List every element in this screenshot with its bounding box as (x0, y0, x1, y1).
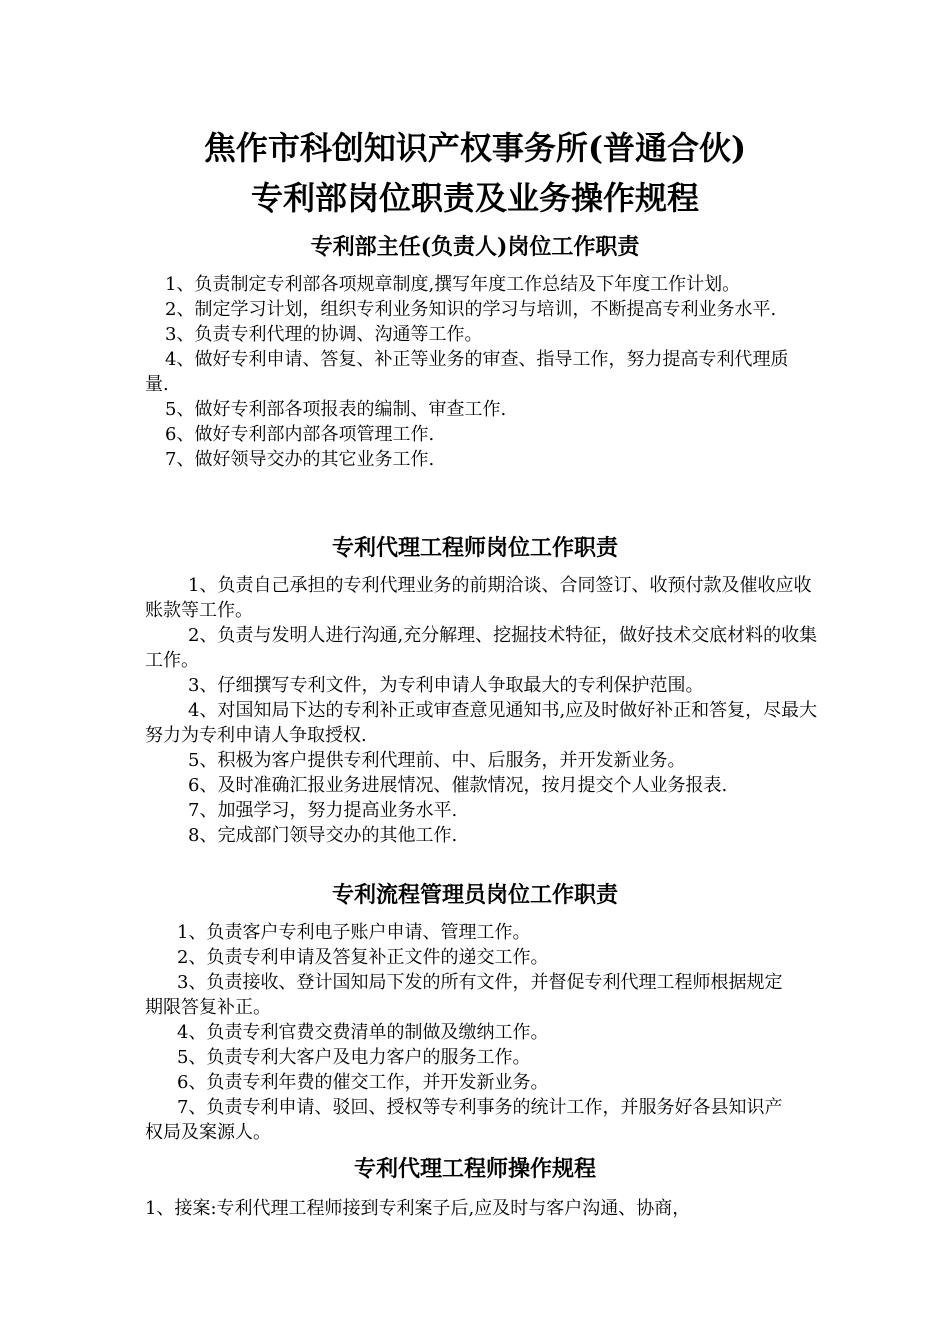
list-item: 2、负责专利申请及答复补正文件的递交工作。 (177, 947, 549, 968)
list-item: 7、负责专利申请、驳回、授权等专利事务的统计工作，并服务好各县知识产权局及案源人。 (145, 1097, 783, 1143)
list-item: 5、做好专利部各项报表的编制、审查工作. (165, 399, 507, 420)
section-heading-process-manager: 专利流程管理员岗位工作职责 (331, 882, 618, 908)
list-item: 8、完成部门领导交办的其他工作. (188, 825, 458, 846)
section-engineer-list (145, 573, 820, 848)
section-heading-director: 专利部主任(负责人)岗位工作职责 (310, 234, 640, 260)
list-item: 4、负责专利官费交费清单的制做及缴纳工作。 (177, 1022, 549, 1043)
section-process-manager-list (145, 920, 795, 1145)
list-item: 3、仔细撰写专利文件，为专利申请人争取最大的专利保护范围。 (188, 675, 704, 696)
list-item: 7、加强学习，努力提高业务水平. (188, 800, 458, 821)
list-item: 2、负责与发明人进行沟通,充分解理、挖掘技术特征，做好技术交底材料的收集工作。 (145, 625, 818, 671)
list-item: 4、对国知局下达的专利补正或审查意见通知书,应及时做好补正和答复，尽最大努力为专利申请人争取授权. (145, 700, 818, 746)
list-item: 5、积极为客户提供专利代理前、中、后服务，并开发新业务。 (188, 750, 686, 771)
document-title-line-2: 专利部岗位职责及业务操作规程 (250, 179, 699, 217)
list-item: 5、负责专利大客户及电力客户的服务工作。 (177, 1047, 531, 1068)
section-director-list (145, 272, 795, 472)
list-item: 3、负责接收、登计国知局下发的所有文件，并督促专利代理工程师根据规定期限答复补正。 (145, 972, 783, 1018)
document-title-line-1: 焦作市科创知识产权事务所(普通合伙) (203, 129, 747, 167)
list-item: 1、接案:专利代理工程师接到专利案子后,应及时与客户沟通、协商， (145, 1198, 691, 1219)
section-heading-engineer: 专利代理工程师岗位工作职责 (331, 535, 618, 561)
list-item: 2、制定学习计划，组织专利业务知识的学习与培训，不断提高专利业务水平. (165, 299, 777, 320)
list-item: 6、做好专利部内部各项管理工作. (165, 424, 435, 445)
list-item: 7、做好领导交办的其它业务工作. (165, 449, 435, 470)
list-item: 1、负责制定专利部各项规章制度,撰写年度工作总结及下年度工作计划。 (165, 274, 741, 295)
section-heading-operating-procedure: 专利代理工程师操作规程 (353, 1156, 596, 1182)
list-item: 4、做好专利申请、答复、补正等业务的审查、指导工作，努力提高专利代理质量. (145, 349, 789, 395)
list-item: 6、负责专利年费的催交工作，并开发新业务。 (177, 1072, 549, 1093)
list-item: 1、负责自己承担的专利代理业务的前期洽谈、合同签订、收预付款及催收应收账款等工作。 (145, 575, 812, 621)
list-item: 6、及时准确汇报业务进展情况、催款情况，按月提交个人业务报表. (188, 775, 728, 796)
list-item: 3、负责专利代理的协调、沟通等工作。 (165, 324, 483, 345)
section-operating-procedure-list (145, 1196, 825, 1221)
list-item: 1、负责客户专利电子账户申请、管理工作。 (177, 922, 531, 943)
